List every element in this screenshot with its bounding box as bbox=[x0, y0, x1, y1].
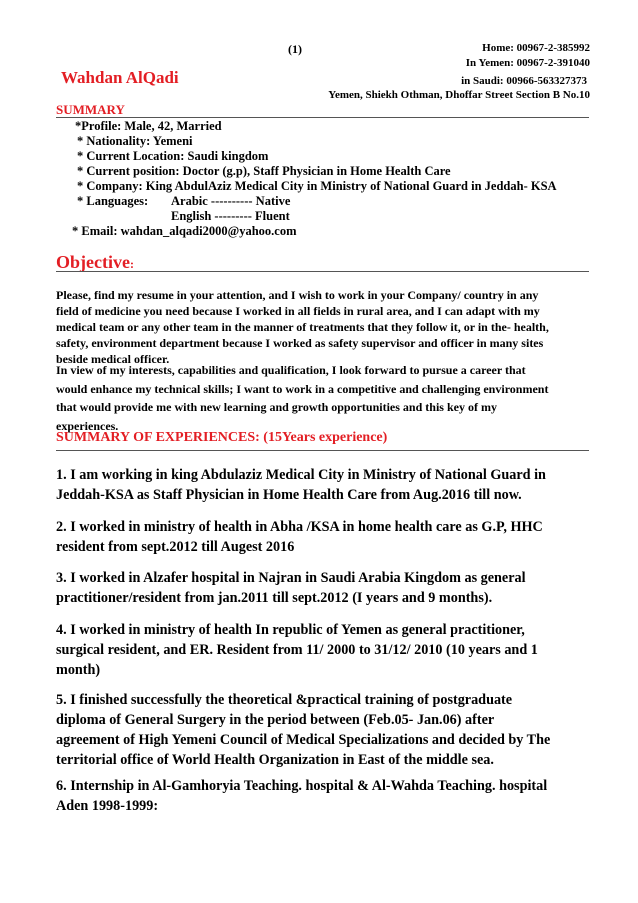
summary-divider bbox=[56, 117, 589, 118]
email-line: * Email: wahdan_alqadi2000@yahoo.com bbox=[72, 224, 297, 238]
objective-line: In view of my interests, capabilities and qualification, I look forward to pursue a career that bbox=[56, 363, 526, 377]
objective-line: would enhance my technical skills; I want to work in a competitive and challenging environment bbox=[56, 381, 549, 396]
experience-line: 6. Internship in Al-Gamhoryia Teaching. hospital & Al-Wahda Teaching. hospital bbox=[56, 778, 548, 794]
experience-line: territorial office of World Health Organization in East of the middle sea. bbox=[56, 752, 494, 768]
objective-paragraph-2 bbox=[56, 361, 592, 435]
objective-line: that would provide me with new learning and growth opportunities and this key of my bbox=[56, 400, 497, 414]
objective-title: Objective bbox=[56, 252, 130, 272]
saudi-phone: in Saudi: 00966-563327373 bbox=[461, 75, 587, 87]
yemen-phone: In Yemen: 00967-2-391040 bbox=[465, 57, 590, 69]
profile-line: *Profile: Male, 42, Married bbox=[75, 119, 222, 133]
experiences-heading: SUMMARY OF EXPERIENCES: (15Years experience) bbox=[56, 430, 388, 445]
language-english: English --------- Fluent bbox=[171, 209, 290, 223]
experience-line: 3. I worked in Alzafer hospital in Najran in Saudi Arabia Kingdom as general bbox=[56, 570, 526, 586]
objective-line: medical team or any other team in the manner of treatments that they follow it, or in the- health, bbox=[56, 320, 549, 334]
home-phone: Home: 00967-2-385992 bbox=[482, 42, 590, 54]
experience-line: Jeddah-KSA as Staff Physician in Home Health Care from Aug.2016 till now. bbox=[56, 487, 522, 503]
experience-line: practitioner/resident from jan.2011 till sept.2012 (I years and 9 months). bbox=[56, 590, 493, 606]
objective-line: Please, find my resume in your attention, and I wish to work in your Company/ country in any bbox=[56, 288, 539, 302]
candidate-name: Wahdan AlQadi bbox=[61, 68, 179, 87]
experience-item-1 bbox=[56, 465, 596, 505]
objective-paragraph-1 bbox=[56, 287, 592, 367]
objective-colon: : bbox=[129, 257, 134, 271]
position-line: * Current position: Doctor (g.p), Staff Physician in Home Health Care bbox=[77, 164, 451, 178]
languages-label: * Languages: bbox=[77, 194, 149, 208]
experience-line: month) bbox=[56, 662, 101, 678]
nationality-line: * Nationality: Yemeni bbox=[77, 134, 193, 148]
objective-line: safety, environment department because I worked as safety supervisor and officer in many sites bbox=[56, 336, 544, 350]
experience-item-4 bbox=[56, 620, 596, 680]
objective-line: field of medicine you need because I worked in all fields in rural area, and I can adapt with my bbox=[56, 304, 540, 318]
experience-item-3 bbox=[56, 568, 596, 608]
experience-line: agreement of High Yemeni Council of Medical Specializations and decided by The bbox=[56, 732, 551, 748]
experience-item-6 bbox=[56, 776, 596, 816]
experience-line: 5. I finished successfully the theoretical &practical training of postgraduate bbox=[56, 692, 513, 708]
objective-line: experiences. bbox=[56, 418, 119, 433]
objective-divider bbox=[56, 271, 589, 272]
address: Yemen, Shiekh Othman, Dhoffar Street Section B No.10 bbox=[328, 89, 590, 101]
experience-line: Aden 1998-1999: bbox=[56, 798, 159, 814]
language-arabic: Arabic ---------- Native bbox=[171, 194, 291, 208]
location-line: * Current Location: Saudi kingdom bbox=[77, 149, 269, 163]
experience-line: surgical resident, and ER. Resident from 11/ 2000 to 31/12/ 2010 (10 years and 1 bbox=[56, 642, 538, 658]
experience-item-2 bbox=[56, 517, 596, 557]
company-line: * Company: King AbdulAziz Medical City in Ministry of National Guard in Jeddah- KSA bbox=[77, 179, 557, 193]
experience-item-5 bbox=[56, 690, 596, 770]
experience-line: 2. I worked in ministry of health in Abha /KSA in home health care as G.P, HHC bbox=[56, 519, 543, 535]
experience-line: 1. I am working in king Abdulaziz Medical City in Ministry of National Guard in bbox=[56, 467, 546, 483]
experience-line: 4. I worked in ministry of health In republic of Yemen as general practitioner, bbox=[56, 622, 525, 638]
experiences-divider bbox=[56, 450, 589, 451]
experience-line: resident from sept.2012 till Augest 2016 bbox=[56, 539, 295, 555]
page-number: (1) bbox=[288, 42, 302, 56]
objective-line: beside medical officer. bbox=[56, 352, 170, 366]
objective-heading bbox=[56, 252, 134, 273]
experience-line: diploma of General Surgery in the period between (Feb.05- Jan.06) after bbox=[56, 712, 495, 728]
summary-heading: SUMMARY bbox=[56, 102, 125, 117]
